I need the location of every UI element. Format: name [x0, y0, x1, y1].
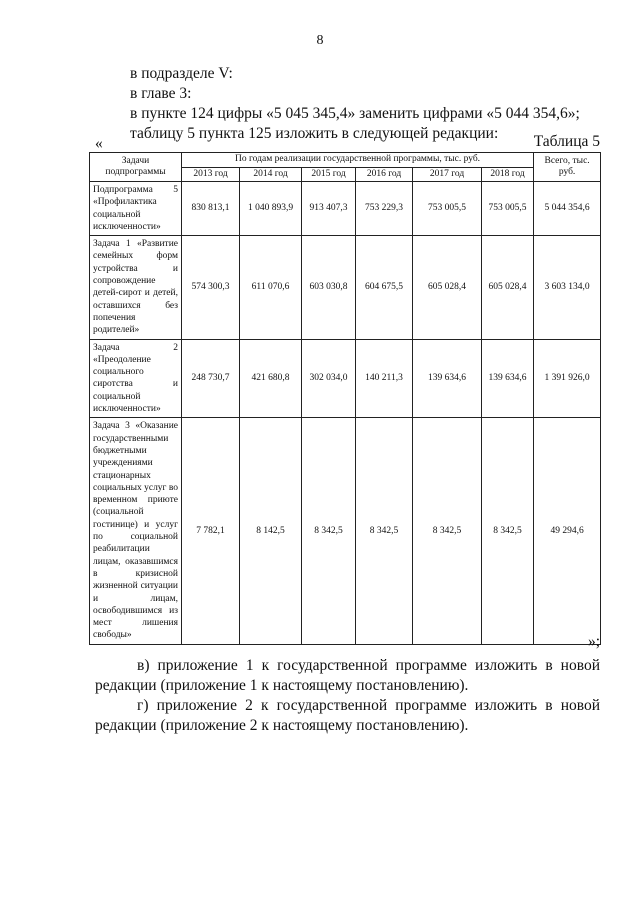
value-cell: 140 211,3	[356, 339, 413, 418]
value-cell: 8 342,5	[356, 418, 413, 644]
value-cell: 8 342,5	[302, 418, 356, 644]
value-cell: 611 070,6	[240, 236, 302, 339]
table-row	[90, 236, 601, 339]
header-year-2015: 2015 год	[302, 167, 356, 182]
intro-line-subsection: в подразделе V:	[130, 65, 233, 82]
intro-line-chapter: в главе 3:	[130, 85, 192, 102]
header-tasks: Задачи подпрограммы	[90, 153, 182, 182]
value-cell: 753 229,3	[356, 182, 413, 236]
value-cell: 830 813,1	[182, 182, 240, 236]
table-row	[90, 418, 601, 644]
intro-text	[130, 64, 600, 144]
value-cell: 913 407,3	[302, 182, 356, 236]
value-cell: 8 342,5	[482, 418, 534, 644]
task-cell: Задача 2 «Преодоление социального сиротства и социальной исключенности»	[90, 339, 182, 418]
page-number: 8	[316, 33, 324, 48]
value-cell: 604 675,5	[356, 236, 413, 339]
value-cell: 574 300,3	[182, 236, 240, 339]
table-row	[90, 182, 601, 236]
value-cell: 7 782,1	[182, 418, 240, 644]
value-cell: 8 342,5	[413, 418, 482, 644]
value-cell: 421 680,8	[240, 339, 302, 418]
total-cell: 3 603 134,0	[534, 236, 601, 339]
header-total: Всего, тыс. руб.	[534, 153, 601, 182]
intro-line-item-124: в пункте 124 цифры «5 045 345,4» заменить цифрами «5 044 354,6»;	[130, 105, 580, 122]
table-header-row	[90, 153, 601, 168]
value-cell: 753 005,5	[413, 182, 482, 236]
table-row	[90, 339, 601, 418]
header-year-2017: 2017 год	[413, 167, 482, 182]
value-cell: 248 730,7	[182, 339, 240, 418]
value-cell: 603 030,8	[302, 236, 356, 339]
paragraph-appendix-2: г) приложение 2 к государственной программе изложить в новой редакции (приложение 2 к настоящему постановлению).	[95, 697, 600, 734]
total-cell: 49 294,6	[534, 418, 601, 644]
header-year-2013: 2013 год	[182, 167, 240, 182]
header-years-group: По годам реализации государственной программы, тыс. руб.	[182, 153, 534, 168]
value-cell: 753 005,5	[482, 182, 534, 236]
table-caption: Таблица 5	[533, 133, 600, 150]
quote-open: «	[95, 135, 103, 152]
value-cell: 605 028,4	[413, 236, 482, 339]
outro-text	[95, 656, 600, 736]
total-cell: 5 044 354,6	[534, 182, 601, 236]
budget-table	[89, 152, 601, 645]
task-cell: Задача 1 «Развитие семейных форм устройства и сопровождение детей-сирот и детей, оставшихся без попечения родителей»	[90, 236, 182, 339]
paragraph-appendix-1: в) приложение 1 к государственной программе изложить в новой редакции (приложение 1 к настоящему постановлению).	[95, 657, 600, 694]
value-cell: 8 142,5	[240, 418, 302, 644]
intro-line-table-5: таблицу 5 пункта 125 изложить в следующей редакции:	[130, 125, 499, 142]
quote-close: »;	[587, 633, 600, 650]
header-year-2018: 2018 год	[482, 167, 534, 182]
header-year-2014: 2014 год	[240, 167, 302, 182]
task-cell: Подпрограмма 5 «Профилактика социальной исключенности»	[90, 182, 182, 236]
task-cell: Задача 3 «Оказание государственными бюджетными учреждениями стационарных социальных услуг во временном приюте (социальной гостинице) и услуг по социальной реабилитации лицам, оказавшимся в кризисной жизненной ситуации и лицам, освободившимся из мест лишения свободы»	[90, 418, 182, 644]
value-cell: 302 034,0	[302, 339, 356, 418]
header-year-2016: 2016 год	[356, 167, 413, 182]
value-cell: 1 040 893,9	[240, 182, 302, 236]
total-cell: 1 391 926,0	[534, 339, 601, 418]
value-cell: 139 634,6	[482, 339, 534, 418]
value-cell: 139 634,6	[413, 339, 482, 418]
value-cell: 605 028,4	[482, 236, 534, 339]
